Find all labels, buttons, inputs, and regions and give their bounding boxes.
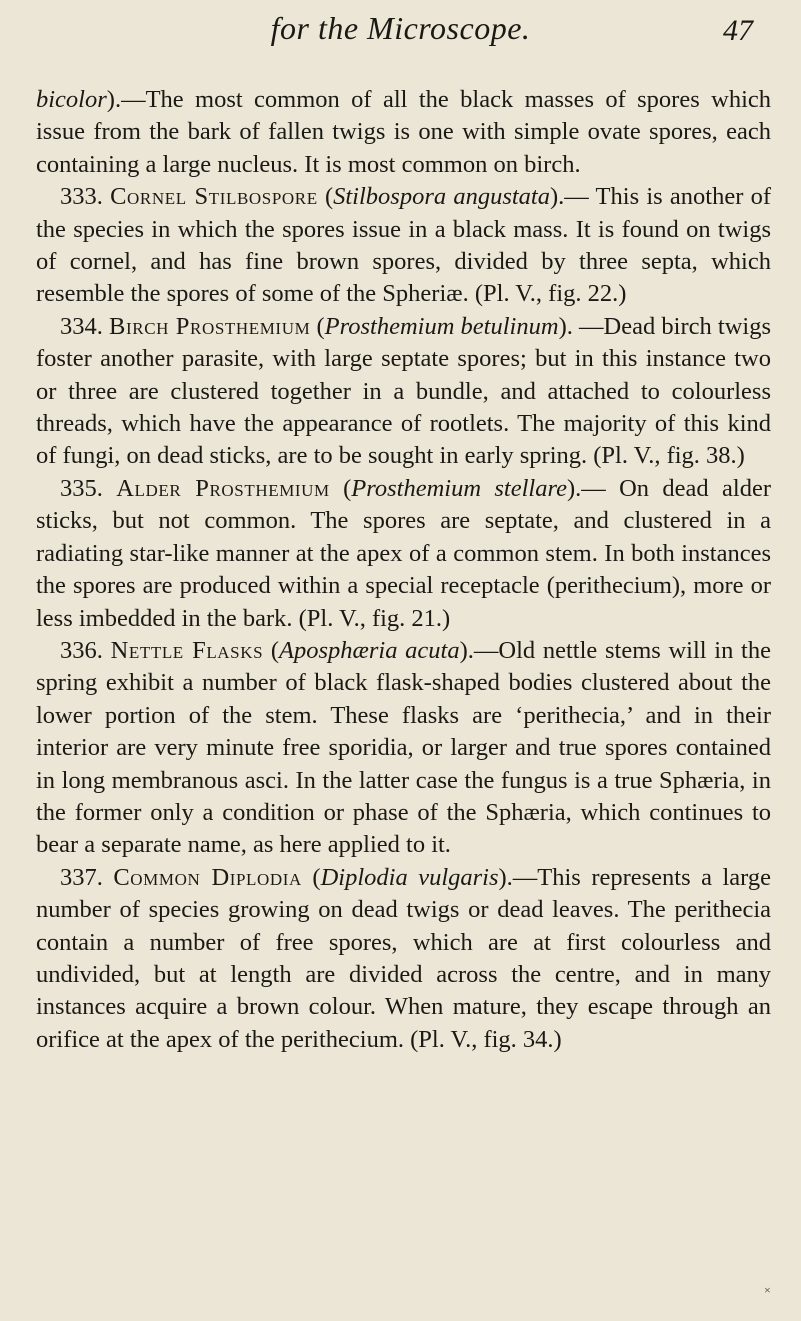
entry-latin-name: Prosthemium betulinum xyxy=(324,312,559,340)
entry-337: 337. Common Diplodia (Diplodia vulgaris).—This represents a large number of species growing on dead twigs or dead leaves. The perithecia contain a number of free spores, which are at first colourless and undivided, but at length are divided across the centre, and in many instances acquire a brown colour. When mature, they escape through an orifice at the apex of the perithecium. (Pl. V., fig. 34.) xyxy=(36,863,771,1053)
species-name-tail: bicolor xyxy=(36,86,107,113)
entry-336: 336. Nettle Flasks (Aposphæria acuta).—Old nettle stems will in the spring exhibit a number of black flask-shaped bodies clustered about the lower portion of the stem. These flasks are ‘perithecia,’ and in their interior are very minute free sporidia, or larger and true spores contained in long membranous asci. In the latter case the fungus is a true Sphæria, in the former only a condition or phase of the Sphæria, which continues to bear a separate name, as here applied to it. xyxy=(36,636,771,859)
entry-latin-name: Stilbospora angustata xyxy=(333,183,550,211)
entry-333: 333. Cornel Stilbospore (Stilbospora angustata).— This is another of the species in which the spores issue in a black mass. It is found on twigs of cornel, and has fine brown spores, divided by three septa, which resemble the spores of some of the Spheriæ. (Pl. V., fig. 22.) xyxy=(36,183,771,308)
running-title: for the Microscope. xyxy=(270,10,531,46)
body-text xyxy=(36,84,771,1056)
entry-number: 334. xyxy=(60,312,103,340)
entry-text: ). —Dead birch twigs foster another parasite, with large septate spores; but in this instance two or three are clustered together in a bundle, and attached to colourless threads, which have the appearance of rootlets. The majority of this kind of fungi, on dead sticks, are to be sought in early spring. (Pl. V., fig. 38.) xyxy=(36,312,771,470)
entry-number: 333. xyxy=(60,183,103,211)
entry-text: ).—Old nettle stems will in the spring exhibit a number of black flask-shaped bodies clustered about the lower portion of the stem. These flasks are ‘perithecia,’ and in their interior are very minute free sporidia, or larger and true spores contained in long membranous asci. In the latter case the fungus is a true Sphæria, in the former only a condition or phase of the Sphæria, which continues to bear a separate name, as here applied to it. xyxy=(36,636,771,859)
entry-number: 336. xyxy=(60,636,103,664)
entry-common-name: Cornel Stilbospore xyxy=(110,183,318,211)
entry-common-name: Alder Prosthemium xyxy=(116,474,330,502)
print-mark: × xyxy=(764,1283,771,1297)
entry-text: ).— On dead alder sticks, but not common. The spores are septate, and clustered in a radiating star-like manner at the apex of a common stem. In both instances the spores are produced within a special receptacle (perithecium), more or less imbedded in the bark. (Pl. V., fig. 21.) xyxy=(36,474,771,632)
entry-text: ).—This represents a large number of species growing on dead twigs or dead leaves. The perithecia contain a number of free spores, which are at first colourless and undivided, but at length are divided across the centre, and in many instances acquire a brown colour. When mature, they escape through an orifice at the apex of the perithecium. (Pl. V., fig. 34.) xyxy=(36,863,771,1053)
entry-common-name: Birch Prosthemium xyxy=(109,312,311,340)
entry-number: 337. xyxy=(60,863,103,891)
entry-latin-name: Diplodia vulgaris xyxy=(320,863,499,891)
entry-number: 335. xyxy=(60,474,103,502)
page-number: 47 xyxy=(723,14,753,47)
entry-common-name: Common Diplodia xyxy=(113,863,302,891)
entry-latin-name: Aposphæria acuta xyxy=(279,636,460,664)
entry-latin-name: Prosthemium stellare xyxy=(351,474,567,502)
entry-334: 334. Birch Prosthemium (Prosthemium betulinum). —Dead birch twigs foster another parasite, with large septate spores; but in this instance two or three are clustered together in a bundle, and attached to colourless threads, which have the appearance of rootlets. The majority of this kind of fungi, on dead sticks, are to be sought in early spring. (Pl. V., fig. 38.) xyxy=(36,312,771,470)
running-head xyxy=(0,6,801,66)
entry-text: ).— This is another of the species in which the spores issue in a black mass. It is found on twigs of cornel, and has fine brown spores, divided by three septa, which resemble the spores of some of the Spheriæ. (Pl. V., fig. 22.) xyxy=(36,183,771,308)
entry-335: 335. Alder Prosthemium (Prosthemium stellare).— On dead alder sticks, but not common. The spores are septate, and clustered in a radiating star-like manner at the apex of a common stem. In both instances the spores are produced within a special receptacle (perithecium), more or less imbedded in the bark. (Pl. V., fig. 21.) xyxy=(36,474,771,632)
entry-common-name: Nettle Flasks xyxy=(110,636,264,664)
continuation-paragraph xyxy=(36,84,771,181)
paragraph-text: ).—The most common of all the black masses of spores which issue from the bark of fallen twigs is one with simple ovate spores, each containing a large nucleus. It is most common on birch. xyxy=(36,86,771,178)
